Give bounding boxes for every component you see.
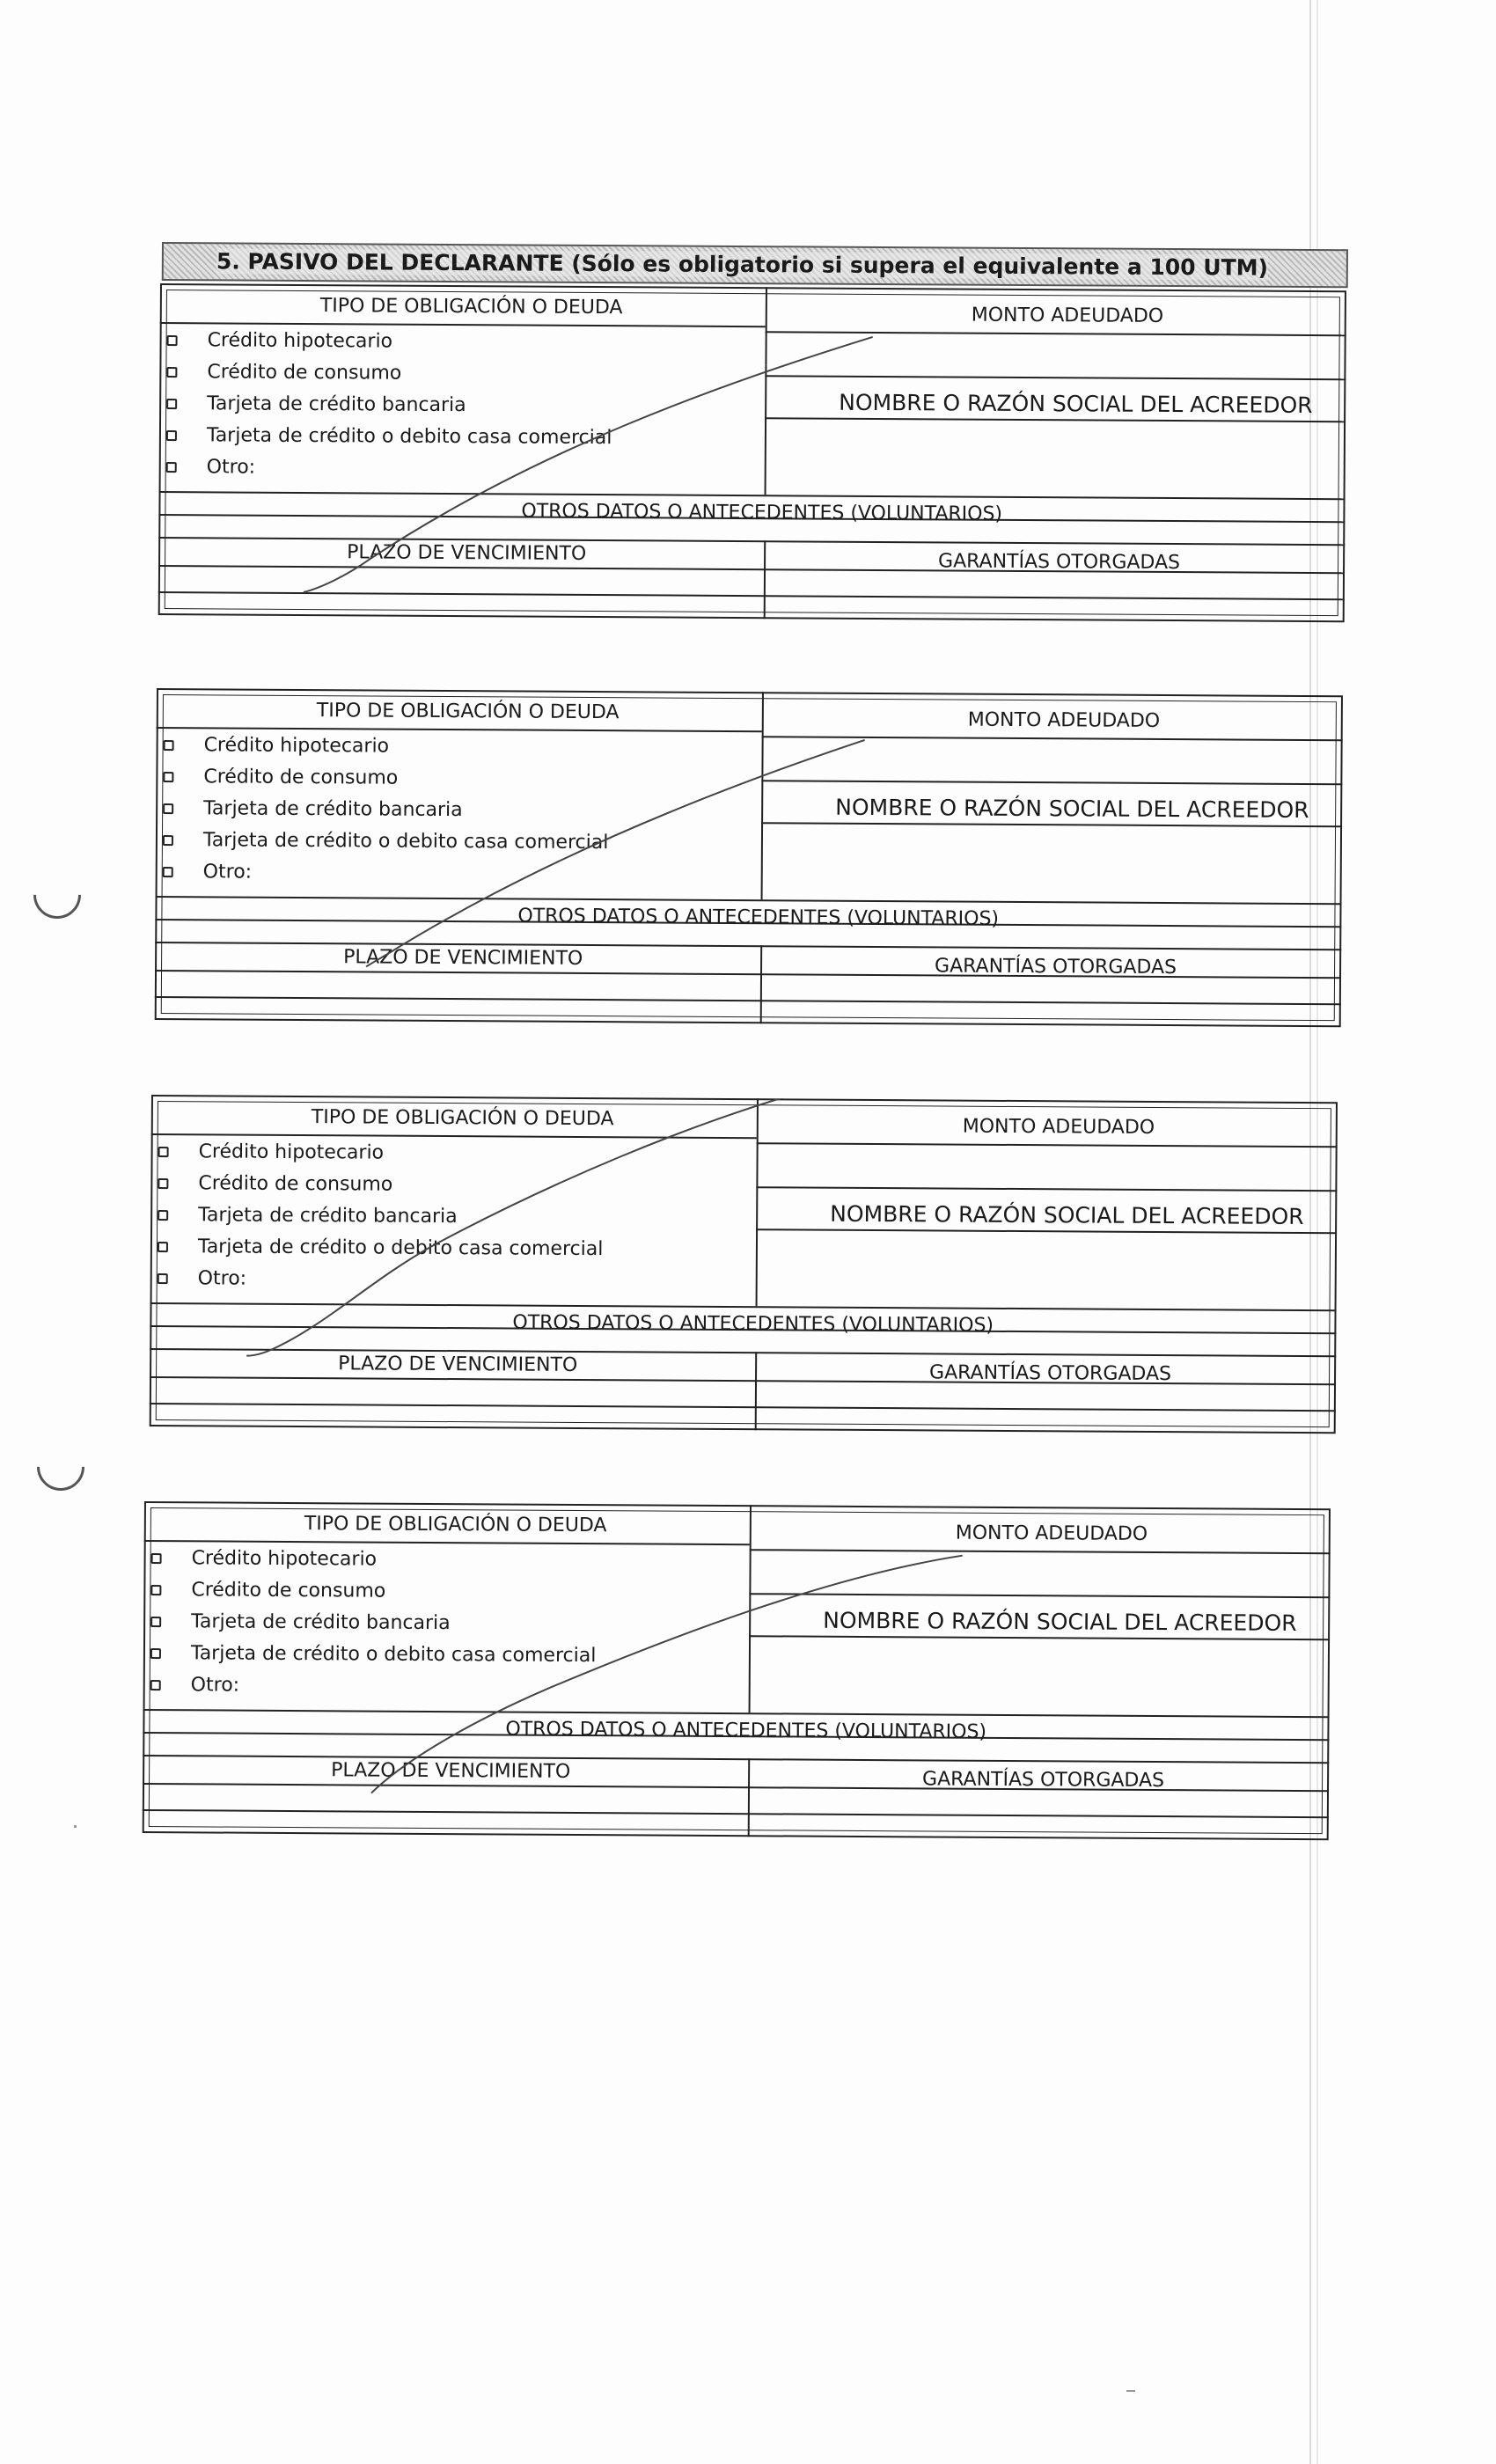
- checkbox[interactable]: [150, 1585, 161, 1595]
- checkbox[interactable]: [166, 399, 177, 409]
- checkbox[interactable]: [158, 1242, 168, 1252]
- option-credito-hipotecario[interactable]: Crédito hipotecario: [158, 1140, 385, 1164]
- plazo-vencimiento-header: PLAZO DE VENCIMIENTO: [338, 1353, 578, 1376]
- section-title: 5. PASIVO DEL DECLARANTE (Sólo es obligatorio si supera el equivalente a 100 UTM): [216, 248, 1269, 281]
- tipo-obligacion-header: TIPO DE OBLIGACIÓN O DEUDA: [319, 295, 623, 319]
- option-credito-consumo[interactable]: Crédito de consumo: [166, 361, 401, 385]
- checkbox[interactable]: [163, 867, 173, 877]
- option-tarjeta-casa-comercial[interactable]: Tarjeta de crédito o debito casa comercial: [166, 424, 612, 449]
- option-credito-hipotecario[interactable]: Crédito hipotecario: [167, 329, 393, 353]
- option-credito-consumo[interactable]: Crédito de consumo: [150, 1579, 385, 1602]
- acreedor-header: NOMBRE O RAZÓN SOCIAL DEL ACREEDOR: [839, 389, 1313, 419]
- monto-adeudado-header: MONTO ADEUDADO: [967, 708, 1161, 732]
- monto-adeudado-header: MONTO ADEUDADO: [971, 304, 1164, 327]
- option-tarjeta-casa-comercial[interactable]: Tarjeta de crédito o debito casa comercial: [163, 829, 609, 854]
- otros-datos-header: OTROS DATOS O ANTECEDENTES (VOLUNTARIOS): [505, 1718, 987, 1743]
- option-tarjeta-casa-comercial[interactable]: Tarjeta de crédito o debito casa comercial: [158, 1236, 604, 1260]
- acreedor-header: NOMBRE O RAZÓN SOCIAL DEL ACREEDOR: [830, 1200, 1304, 1230]
- checkbox[interactable]: [164, 740, 174, 751]
- checkbox[interactable]: [163, 835, 173, 846]
- monto-adeudado-header: MONTO ADEUDADO: [955, 1522, 1148, 1545]
- monto-adeudado-header: MONTO ADEUDADO: [962, 1115, 1155, 1139]
- option-credito-hipotecario[interactable]: Crédito hipotecario: [164, 734, 390, 758]
- option-credito-consumo[interactable]: Crédito de consumo: [158, 1172, 392, 1196]
- checkbox[interactable]: [150, 1617, 161, 1627]
- punch-hole-mark: [24, 862, 91, 928]
- checkbox[interactable]: [158, 1178, 168, 1189]
- option-credito-hipotecario[interactable]: Crédito hipotecario: [151, 1547, 378, 1571]
- punch-hole-mark: [27, 1434, 94, 1500]
- section-header: [162, 242, 1348, 288]
- option-otro[interactable]: Otro:: [166, 456, 256, 479]
- checkbox[interactable]: [166, 462, 177, 473]
- acreedor-header: NOMBRE O RAZÓN SOCIAL DEL ACREEDOR: [823, 1607, 1297, 1637]
- tipo-obligacion-header: TIPO DE OBLIGACIÓN O DEUDA: [316, 700, 620, 724]
- option-tarjeta-bancaria[interactable]: Tarjeta de crédito bancaria: [166, 392, 466, 416]
- otros-datos-header: OTROS DATOS O ANTECEDENTES (VOLUNTARIOS): [521, 500, 1003, 525]
- debt-block-2: [155, 688, 1343, 1027]
- debt-block-1: [158, 283, 1346, 622]
- checkbox[interactable]: [163, 803, 173, 814]
- checkbox[interactable]: [150, 1680, 161, 1690]
- garantias-header: GARANTÍAS OTORGADAS: [938, 550, 1181, 575]
- plazo-vencimiento-header: PLAZO DE VENCIMIENTO: [331, 1759, 571, 1783]
- checkbox[interactable]: [166, 367, 177, 378]
- otros-datos-header: OTROS DATOS O ANTECEDENTES (VOLUNTARIOS): [517, 905, 1000, 930]
- checkbox[interactable]: [166, 430, 177, 441]
- otros-datos-header: OTROS DATOS O ANTECEDENTES (VOLUNTARIOS): [512, 1311, 994, 1337]
- option-tarjeta-bancaria[interactable]: Tarjeta de crédito bancaria: [163, 797, 463, 821]
- tipo-obligacion-header: TIPO DE OBLIGACIÓN O DEUDA: [311, 1106, 614, 1131]
- checkbox[interactable]: [167, 335, 178, 346]
- checkbox[interactable]: [163, 772, 173, 782]
- option-otro[interactable]: Otro:: [150, 1674, 240, 1697]
- checkbox[interactable]: [151, 1553, 162, 1564]
- option-tarjeta-casa-comercial[interactable]: Tarjeta de crédito o debito casa comercial: [150, 1642, 597, 1667]
- tipo-obligacion-header: TIPO DE OBLIGACIÓN O DEUDA: [304, 1513, 607, 1537]
- scan-speck: [1126, 2390, 1135, 2392]
- checkbox[interactable]: [158, 1210, 168, 1221]
- checkbox[interactable]: [150, 1648, 161, 1659]
- garantias-header: GARANTÍAS OTORGADAS: [922, 1768, 1165, 1793]
- acreedor-header: NOMBRE O RAZÓN SOCIAL DEL ACREEDOR: [835, 794, 1309, 824]
- checkbox[interactable]: [158, 1273, 168, 1284]
- option-tarjeta-bancaria[interactable]: Tarjeta de crédito bancaria: [158, 1204, 458, 1228]
- debt-block-4: [143, 1501, 1331, 1840]
- option-credito-consumo[interactable]: Crédito de consumo: [163, 766, 398, 789]
- checkbox[interactable]: [158, 1147, 169, 1157]
- garantias-header: GARANTÍAS OTORGADAS: [929, 1361, 1172, 1386]
- scan-speck: [74, 1825, 77, 1828]
- option-tarjeta-bancaria[interactable]: Tarjeta de crédito bancaria: [150, 1610, 451, 1634]
- option-otro[interactable]: Otro:: [158, 1267, 247, 1290]
- debt-block-3: [150, 1095, 1338, 1434]
- plazo-vencimiento-header: PLAZO DE VENCIMIENTO: [343, 946, 583, 970]
- option-otro[interactable]: Otro:: [163, 861, 253, 884]
- plazo-vencimiento-header: PLAZO DE VENCIMIENTO: [347, 541, 587, 565]
- garantias-header: GARANTÍAS OTORGADAS: [935, 955, 1177, 979]
